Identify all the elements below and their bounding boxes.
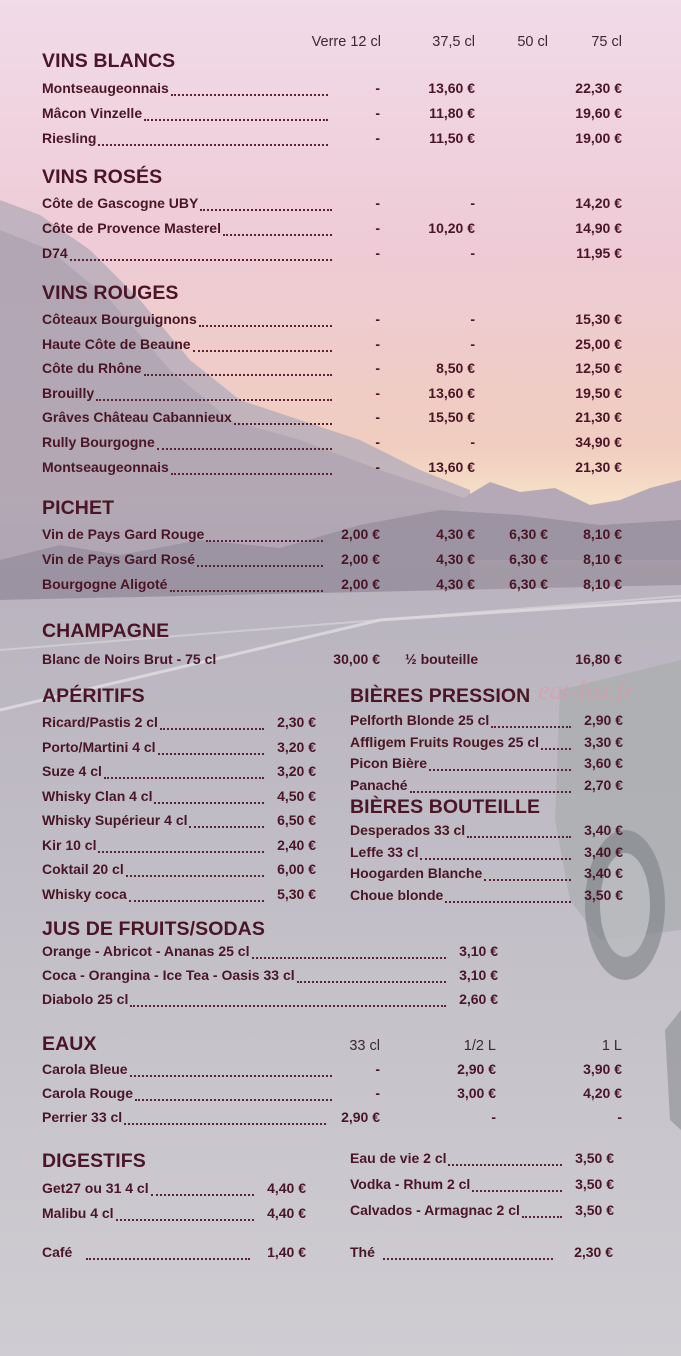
- price-v4: 22,30 €: [575, 80, 622, 96]
- item-name: Ricard/Pastis 2 cl: [42, 714, 158, 730]
- price-v4: 21,30 €: [575, 409, 622, 426]
- dot-leader: [429, 755, 571, 771]
- item-price: 6,00 €: [277, 861, 316, 877]
- price-v1: -: [375, 311, 380, 327]
- dot-leader: [297, 967, 446, 983]
- price-v1: 2,00 €: [341, 526, 380, 542]
- price-v1: -: [375, 458, 380, 475]
- item-price: 4,40 €: [267, 1205, 306, 1221]
- item-name: Porto/Martini 4 cl: [42, 738, 156, 755]
- item-name: Suze 4 cl: [42, 763, 102, 779]
- price-v4: 8,10 €: [583, 526, 622, 542]
- section-title-aperitifs: APÉRITIFS: [42, 685, 145, 707]
- dot-leader: [124, 1109, 326, 1125]
- champagne-name: Blanc de Noirs Brut - 75 cl: [42, 651, 217, 667]
- price-v4: 19,60 €: [575, 105, 622, 121]
- dot-leader: [104, 763, 264, 779]
- item-name: Montseaugeonnais: [42, 458, 169, 475]
- item-price: 5,30 €: [277, 885, 316, 902]
- item-name: Riesling: [42, 130, 97, 146]
- eaux-header-33cl: 33 cl: [349, 1038, 380, 1054]
- item-name: Montseaugeonnais: [42, 80, 169, 96]
- item-name: D74: [42, 245, 68, 261]
- dot-leader: [98, 837, 264, 853]
- col-header-37cl: 37,5 cl: [432, 34, 475, 50]
- item-name: Leffe 33 cl: [350, 843, 419, 860]
- price-33cl: -: [375, 1085, 380, 1101]
- price-v1: -: [375, 384, 380, 401]
- item-name: Côte de Gascogne UBY: [42, 195, 199, 211]
- section-title-vins-roses: VINS ROSÉS: [42, 166, 163, 188]
- champagne-half-price: 16,80 €: [575, 651, 622, 667]
- item-name: Vin de Pays Gard Rouge: [42, 526, 205, 542]
- price-v1: -: [375, 80, 380, 96]
- item-name: Pelforth Blonde 25 cl: [350, 712, 490, 728]
- price-v2: 4,30 €: [436, 526, 475, 542]
- price-v2: -: [470, 311, 475, 327]
- the-price: 2,30 €: [574, 1244, 613, 1260]
- item-price: 3,20 €: [277, 763, 316, 779]
- dot-leader: [420, 844, 571, 860]
- the-name: Thé: [350, 1244, 375, 1260]
- dot-leader: [541, 734, 571, 750]
- item-name: Perrier 33 cl: [42, 1109, 123, 1125]
- price-half-l: -: [491, 1109, 496, 1125]
- item-price: 3,50 €: [575, 1150, 614, 1166]
- item-price: 3,40 €: [584, 822, 623, 838]
- item-name: Calvados - Armagnac 2 cl: [350, 1202, 520, 1218]
- price-v1: -: [375, 130, 380, 146]
- item-price: 3,10 €: [459, 967, 498, 983]
- champagne-price: 30,00 €: [333, 651, 380, 667]
- dot-leader: [448, 1150, 562, 1166]
- item-name: Whisky Supérieur 4 cl: [42, 812, 188, 828]
- item-name: Kir 10 cl: [42, 836, 97, 853]
- item-name: Coktail 20 cl: [42, 861, 124, 877]
- price-33cl: -: [375, 1061, 380, 1077]
- price-1l: 3,90 €: [583, 1061, 622, 1077]
- price-v1: -: [375, 434, 380, 450]
- dot-leader: [70, 245, 332, 261]
- price-v3: 6,30 €: [509, 551, 548, 567]
- item-name: Mâcon Vinzelle: [42, 105, 143, 121]
- section-title-vins-blancs: VINS BLANCS: [42, 50, 176, 72]
- price-half-l: 2,90 €: [457, 1061, 496, 1077]
- dot-leader: [129, 886, 264, 902]
- item-name: Vodka - Rhum 2 cl: [350, 1176, 471, 1192]
- price-v1: -: [375, 335, 380, 352]
- item-price: 6,50 €: [277, 812, 316, 828]
- price-v2: 13,60 €: [428, 384, 475, 401]
- section-title-jus: JUS DE FRUITS/SODAS: [42, 918, 265, 940]
- item-price: 2,30 €: [277, 714, 316, 730]
- dot-leader: [151, 1180, 254, 1196]
- price-v4: 19,50 €: [575, 384, 622, 401]
- dot-leader: [96, 385, 332, 401]
- price-v4: 34,90 €: [575, 434, 622, 450]
- price-v1: 2,00 €: [341, 576, 380, 592]
- price-v4: 8,10 €: [583, 551, 622, 567]
- section-title-pichet: PICHET: [42, 497, 115, 519]
- item-price: 3,30 €: [584, 733, 623, 750]
- price-v2: 4,30 €: [436, 576, 475, 592]
- item-price: 3,20 €: [277, 738, 316, 755]
- price-v1: -: [375, 245, 380, 261]
- item-name: Choue blonde: [350, 887, 444, 904]
- item-price: 2,40 €: [277, 836, 316, 853]
- item-name: Get27 ou 31 4 cl: [42, 1180, 149, 1196]
- dot-leader: [410, 777, 571, 793]
- item-price: 4,40 €: [267, 1180, 306, 1196]
- price-v1: 2,00 €: [341, 551, 380, 567]
- price-v2: -: [470, 245, 475, 261]
- champagne-half-label: ½ bouteille: [405, 651, 479, 667]
- price-v2: -: [470, 335, 475, 352]
- cafe-name: Café: [42, 1244, 73, 1260]
- item-price: 3,10 €: [459, 943, 498, 959]
- price-v2: 11,50 €: [429, 130, 475, 146]
- eaux-header-half-l: 1/2 L: [463, 1038, 496, 1054]
- price-v4: 25,00 €: [575, 335, 622, 352]
- item-name: Coca - Orangina - Ice Tea - Oasis 33 cl: [42, 967, 295, 983]
- price-v1: -: [375, 409, 380, 426]
- dot-leader: [154, 788, 264, 804]
- dot-leader: [126, 861, 264, 877]
- item-name: Côte du Rhône: [42, 360, 142, 377]
- price-v2: 8,50 €: [436, 360, 475, 377]
- item-price: 2,60 €: [459, 991, 498, 1007]
- item-price: 3,60 €: [584, 755, 623, 771]
- item-name: Malibu 4 cl: [42, 1205, 114, 1221]
- section-title-vins-rouges: VINS ROUGES: [42, 282, 179, 304]
- price-v4: 19,00 €: [575, 130, 622, 146]
- dot-leader: [160, 714, 264, 730]
- item-name: Diabolo 25 cl: [42, 991, 129, 1007]
- item-price: 3,50 €: [575, 1176, 614, 1192]
- price-v4: 14,90 €: [575, 220, 622, 236]
- price-v2: 15,50 €: [428, 409, 475, 426]
- dot-leader: [158, 739, 264, 755]
- price-v1: -: [375, 360, 380, 377]
- item-price: 3,40 €: [584, 843, 623, 860]
- dot-leader: [116, 1205, 254, 1221]
- item-name: Whisky Clan 4 cl: [42, 787, 153, 804]
- item-name: Grâves Château Cabannieux: [42, 409, 232, 426]
- price-v2: 4,30 €: [436, 551, 475, 567]
- price-v2: -: [470, 434, 475, 450]
- price-v1: -: [375, 195, 380, 211]
- price-1l: -: [617, 1109, 622, 1125]
- item-name: Côteaux Bourguignons: [42, 311, 197, 327]
- cafe-price: 1,40 €: [267, 1244, 306, 1260]
- dot-leader: [484, 865, 571, 881]
- item-price: 3,50 €: [575, 1202, 614, 1218]
- item-name: Rully Bourgogne: [42, 434, 155, 450]
- item-name: Carola Rouge: [42, 1085, 134, 1101]
- section-title-eaux: EAUX: [42, 1033, 97, 1055]
- item-price: 3,50 €: [584, 887, 623, 904]
- price-v4: 8,10 €: [583, 576, 622, 592]
- price-v1: -: [375, 105, 380, 121]
- dot-leader: [491, 712, 571, 728]
- section-title-digestifs: DIGESTIFS: [42, 1150, 146, 1172]
- item-name: Haute Côte de Beaune: [42, 335, 191, 352]
- eaux-header-1l: 1 L: [601, 1038, 622, 1054]
- dot-leader: [522, 1202, 562, 1218]
- price-v4: 14,20 €: [575, 195, 622, 211]
- item-name: Brouilly: [42, 384, 95, 401]
- price-v4: 12,50 €: [575, 360, 622, 377]
- item-name: Eau de vie 2 cl: [350, 1150, 447, 1166]
- item-name: Vin de Pays Gard Rosé: [42, 551, 196, 567]
- col-header-verre: Verre 12 cl: [311, 34, 381, 50]
- item-name: Desperados 33 cl: [350, 822, 466, 838]
- item-name: Orange - Abricot - Ananas 25 cl: [42, 943, 250, 959]
- section-title-bieres-pression: BIÈRES PRESSION: [350, 685, 531, 707]
- price-v4: 15,30 €: [575, 311, 622, 327]
- item-name: Affligem Fruits Rouges 25 cl: [350, 733, 540, 750]
- price-v2: 13,60 €: [428, 458, 475, 475]
- dot-leader: [472, 1176, 562, 1192]
- col-header-75cl: 75 cl: [591, 34, 622, 50]
- price-half-l: 3,00 €: [457, 1085, 496, 1101]
- item-price: 3,40 €: [584, 865, 623, 882]
- item-price: 2,70 €: [584, 776, 623, 793]
- price-v2: -: [470, 195, 475, 211]
- item-price: 4,50 €: [277, 787, 316, 804]
- dot-leader: [445, 887, 571, 903]
- price-1l: 4,20 €: [583, 1085, 622, 1101]
- dot-leader: [189, 812, 264, 828]
- price-v4: 11,95 €: [576, 245, 622, 261]
- price-v4: 21,30 €: [575, 458, 622, 475]
- item-name: Côte de Provence Masterel: [42, 220, 221, 236]
- item-name: Whisky coca: [42, 885, 127, 902]
- price-v2: 10,20 €: [428, 220, 475, 236]
- the-leader: [383, 1244, 553, 1260]
- section-title-bieres-bouteille: BIÈRES BOUTEILLE: [350, 796, 541, 818]
- price-v3: 6,30 €: [509, 526, 548, 542]
- col-header-50cl: 50 cl: [517, 34, 548, 50]
- watermark: eat-list.fr: [538, 676, 635, 705]
- item-name: Carola Bleue: [42, 1061, 128, 1077]
- item-name: Hoogarden Blanche: [350, 865, 483, 882]
- price-v2: 13,60 €: [428, 80, 475, 96]
- item-name: Bourgogne Aligoté: [42, 576, 168, 592]
- price-v1: -: [375, 220, 380, 236]
- price-v2: 11,80 €: [429, 105, 475, 121]
- price-33cl: 2,90 €: [341, 1109, 380, 1125]
- cafe-leader: [86, 1244, 250, 1260]
- item-name: Panaché: [350, 776, 408, 793]
- dot-leader: [130, 991, 446, 1007]
- item-name: Picon Bière: [350, 755, 428, 771]
- dot-leader: [467, 822, 571, 838]
- item-price: 2,90 €: [584, 712, 623, 728]
- dot-leader: [98, 130, 328, 146]
- dot-leader: [252, 943, 446, 959]
- section-title-champagne: CHAMPAGNE: [42, 620, 170, 642]
- price-v3: 6,30 €: [509, 576, 548, 592]
